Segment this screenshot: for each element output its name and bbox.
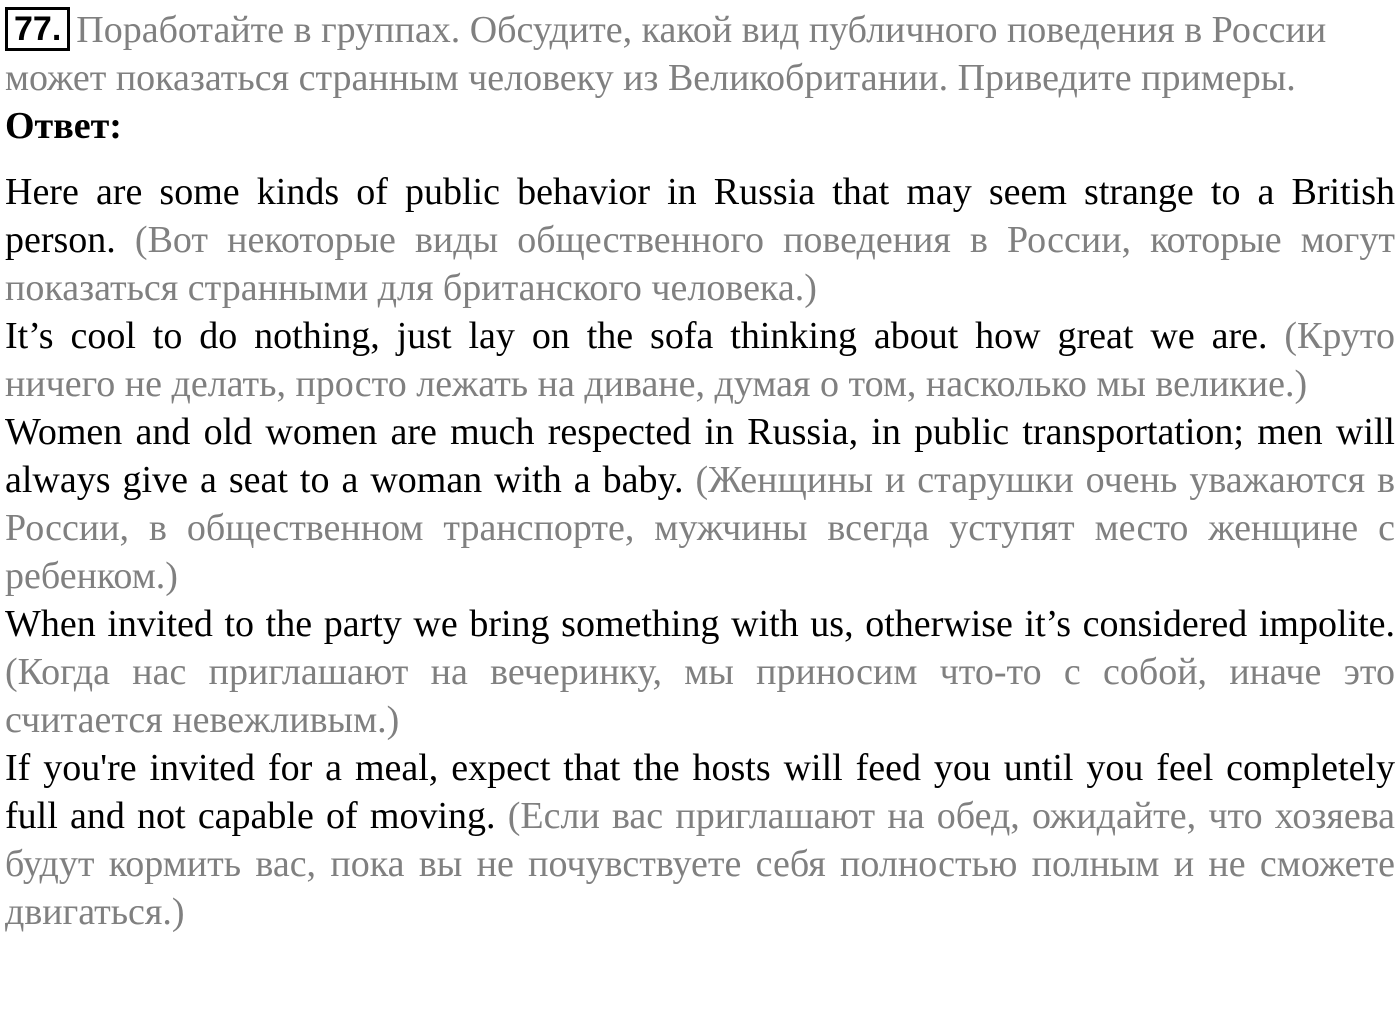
russian-translation: (Женщины и старушки очень уважаются в России, в общественном транспорте, мужчины всегда уступят место женщине с ребенком.): [5, 459, 1396, 597]
answer-paragraph: [5, 312, 1395, 408]
english-sentence: When invited to the party we bring something with us, otherwise it’s considered impolite.: [5, 603, 1395, 645]
russian-translation: (Если вас приглашают на обед, ожидайте, что хозяева будут кормить вас, пока вы не почувствуете себя полностью полным и не сможете двигаться.): [5, 795, 1396, 933]
english-sentence: If you're invited for a meal, expect that the hosts will feed you until you feel completely full and not capable of moving.: [5, 747, 1395, 837]
russian-translation: (Вот некоторые виды общественного поведения в России, которые могут показаться странными для британского человека.): [5, 219, 1396, 309]
english-sentence: It’s cool to do nothing, just lay on the sofa thinking about how great we are.: [5, 315, 1268, 357]
answer-paragraph: [5, 168, 1395, 312]
task-text: Поработайте в группах. Обсудите, какой вид публичного поведения в России может показаться странным человеку из Великобритании. Приведите примеры.: [5, 9, 1327, 99]
answer-paragraph: [5, 408, 1395, 600]
answer-paragraph: [5, 744, 1395, 936]
russian-translation: (Круто ничего не делать, просто лежать на диване, думая о том, насколько мы великие.): [5, 315, 1395, 405]
english-sentence: Women and old women are much respected in Russia, in public transportation; men will always give a seat to a woman with a baby.: [5, 411, 1395, 501]
answer-paragraph: [5, 600, 1395, 744]
english-sentence: Here are some kinds of public behavior in Russia that may seem strange to a British person.: [5, 171, 1395, 261]
answer-heading: Ответ:: [5, 105, 122, 147]
exercise-page: [5, 6, 1395, 936]
russian-translation: (Когда нас приглашают на вечеринку, мы приносим что-то с собой, иначе это считается невежливым.): [5, 651, 1395, 741]
task-prompt: [5, 6, 1395, 102]
task-number-badge: 77.: [5, 7, 70, 51]
